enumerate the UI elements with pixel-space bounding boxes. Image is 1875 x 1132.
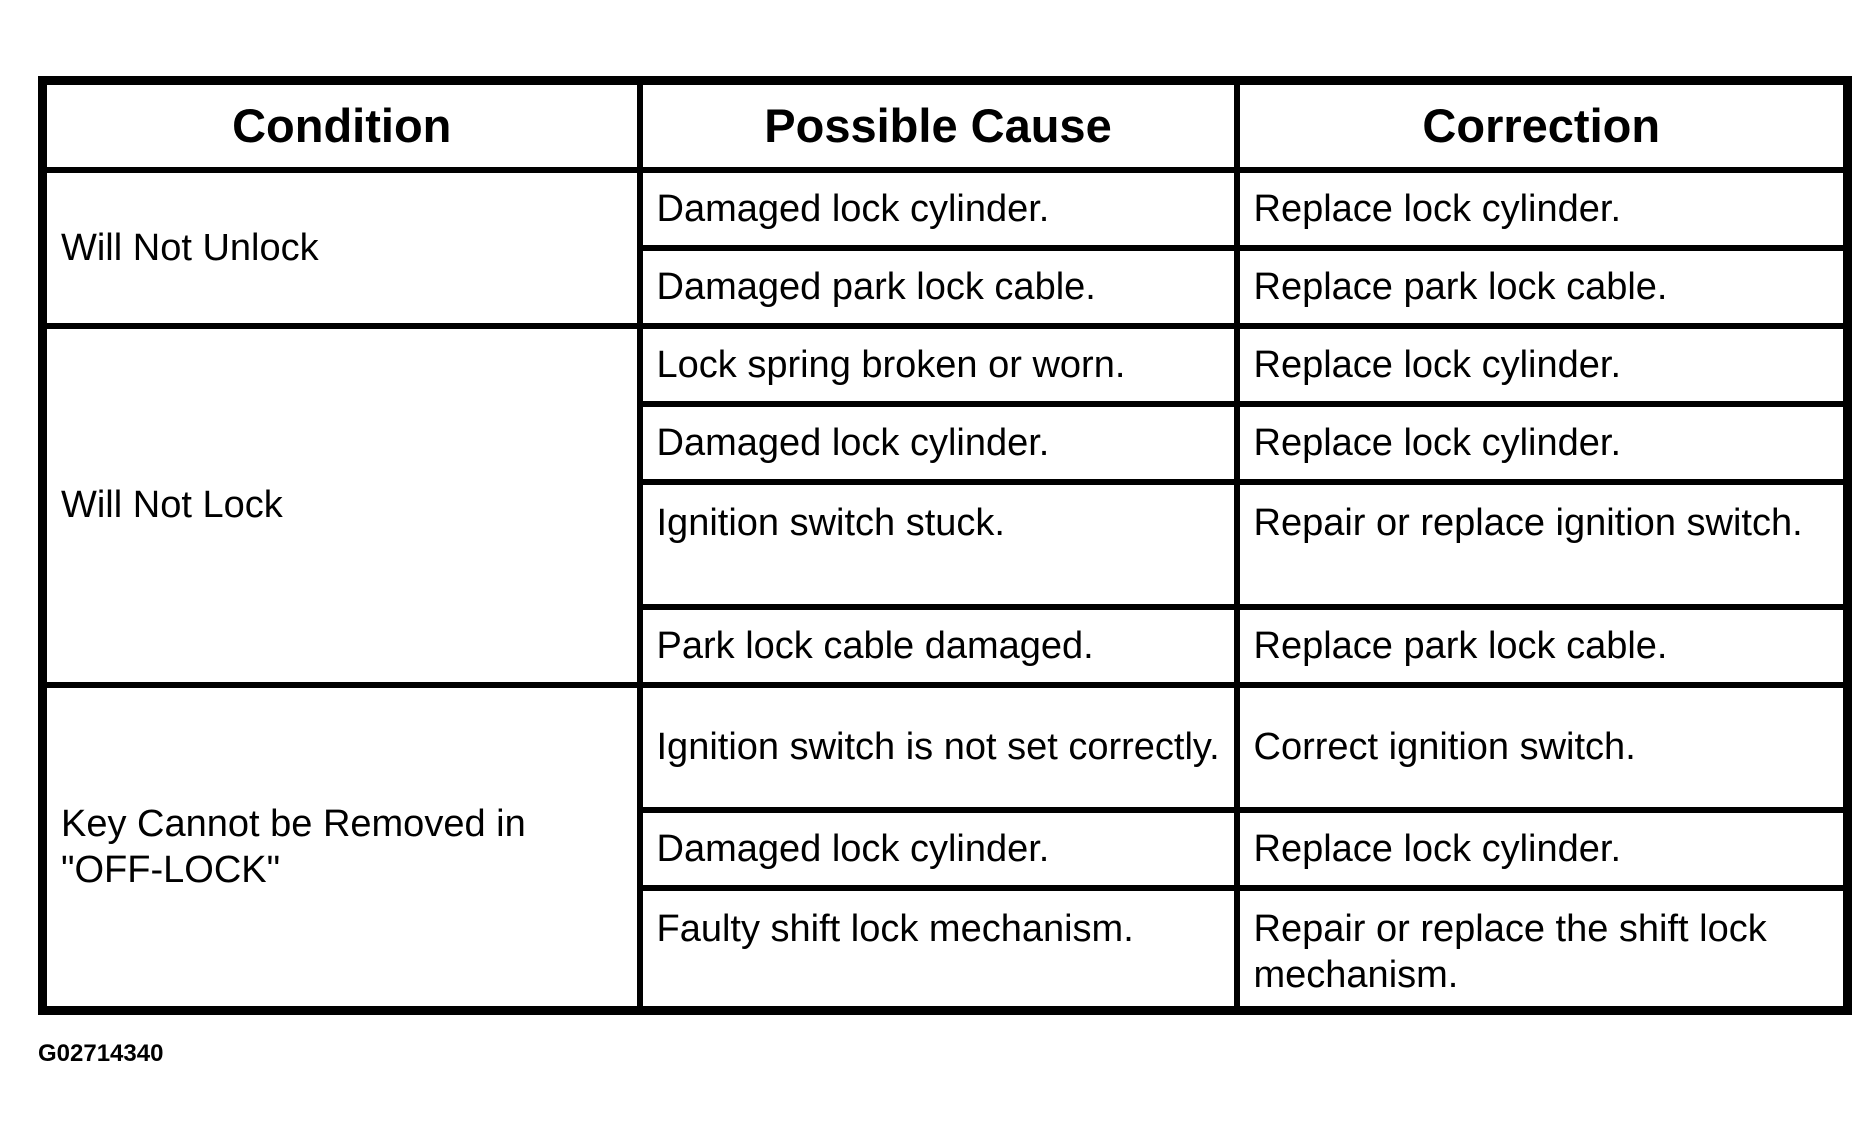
diagnosis-table bbox=[38, 76, 1852, 1015]
header-row bbox=[43, 81, 1848, 170]
correction-cell: Replace lock cylinder. bbox=[1237, 810, 1848, 888]
cause-cell: Damaged lock cylinder. bbox=[640, 810, 1237, 888]
condition-cell: Will Not Unlock bbox=[43, 170, 640, 326]
condition-cell: Key Cannot be Removed in "OFF-LOCK" bbox=[43, 685, 640, 1011]
figure-id-label: G02714340 bbox=[38, 1040, 164, 1067]
table-row bbox=[43, 170, 1848, 248]
cause-cell: Ignition switch stuck. bbox=[640, 482, 1237, 607]
correction-cell: Replace park lock cable. bbox=[1237, 607, 1848, 685]
correction-cell: Replace park lock cable. bbox=[1237, 248, 1848, 326]
cause-cell: Damaged lock cylinder. bbox=[640, 404, 1237, 482]
correction-cell: Replace lock cylinder. bbox=[1237, 326, 1848, 404]
header-condition: Condition bbox=[43, 81, 640, 170]
cause-cell: Park lock cable damaged. bbox=[640, 607, 1237, 685]
cause-cell: Damaged park lock cable. bbox=[640, 248, 1237, 326]
correction-cell: Correct ignition switch. bbox=[1237, 685, 1848, 810]
cause-cell: Lock spring broken or worn. bbox=[640, 326, 1237, 404]
cause-cell: Damaged lock cylinder. bbox=[640, 170, 1237, 248]
header-correction: Correction bbox=[1237, 81, 1848, 170]
correction-cell: Repair or replace ignition switch. bbox=[1237, 482, 1848, 607]
table-row bbox=[43, 685, 1848, 810]
correction-cell: Repair or replace the shift lock mechanism. bbox=[1237, 888, 1848, 1011]
cause-cell: Faulty shift lock mechanism. bbox=[640, 888, 1237, 1011]
correction-cell: Replace lock cylinder. bbox=[1237, 170, 1848, 248]
condition-cell: Will Not Lock bbox=[43, 326, 640, 685]
cause-cell: Ignition switch is not set correctly. bbox=[640, 685, 1237, 810]
table-row bbox=[43, 326, 1848, 404]
correction-cell: Replace lock cylinder. bbox=[1237, 404, 1848, 482]
header-possible-cause: Possible Cause bbox=[640, 81, 1237, 170]
